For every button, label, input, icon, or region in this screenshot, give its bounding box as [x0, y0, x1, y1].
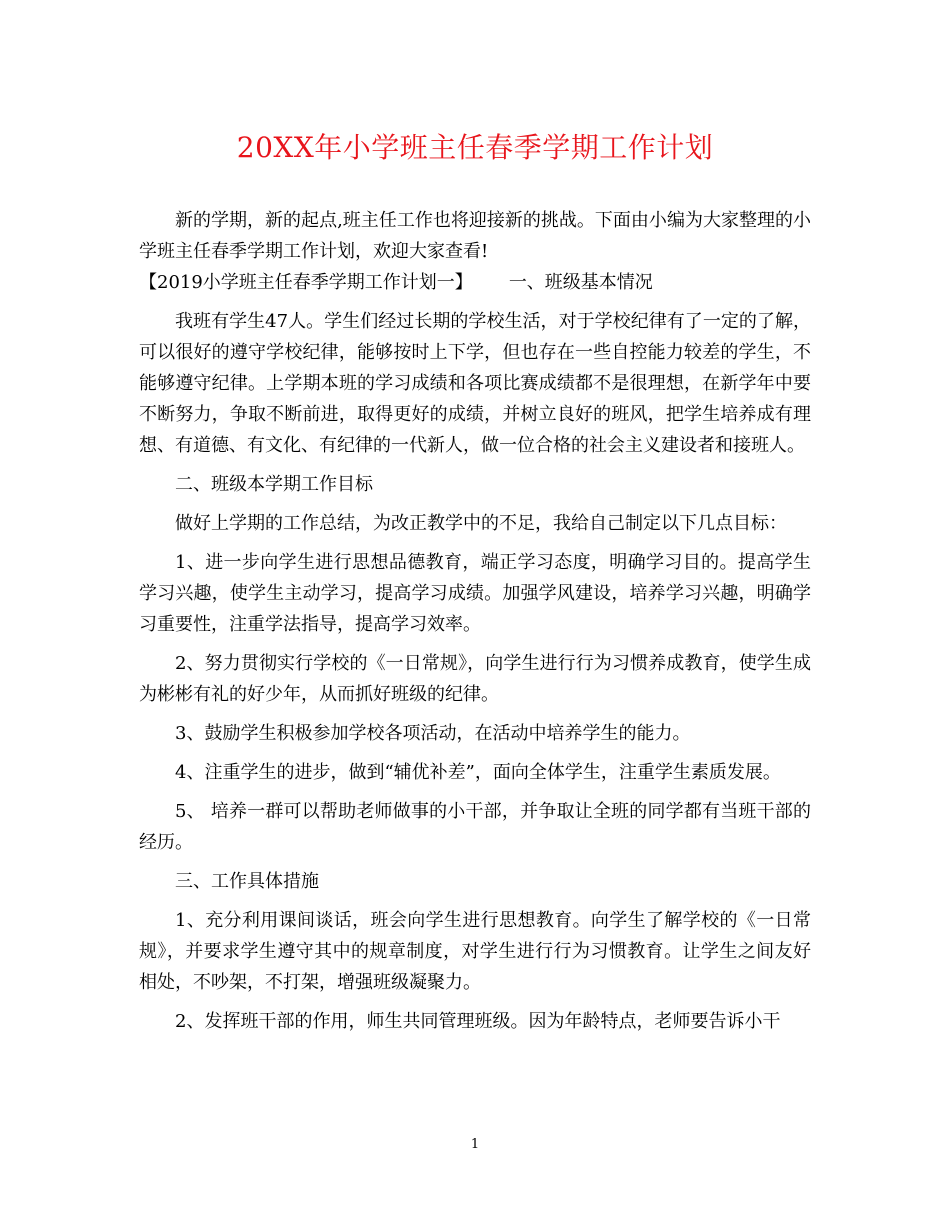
section1-paragraph: 我班有学生47人。学生们经过长期的学校生活，对于学校纪律有了一定的了解，可以很好的遵守学校纪律，能够按时上下学，但也存在一些自控能力较差的学生，不能够遵守纪律。上学期本班的学习成绩和各项比赛成绩都不是很理想，在新学年中要不断努力，争取不断前进，取得更好的成绩，并树立良好的班风，把学生培养成有理想、有道德、有文化、有纪律的一代新人，做一位合格的社会主义建设者和接班人。	[139, 311, 811, 456]
goal-item-2: 2、努力贯彻实行学校的《一日常规》，向学生进行行为习惯养成教育，使学生成为彬彬有礼的好少年，从而抓好班级的纪律。	[139, 653, 811, 705]
section1-heading: 一、班级基本情况	[508, 272, 653, 293]
measure-item-1: 1、充分利用课间谈话，班会向学生进行思想教育。向学生了解学校的《一日常规》，并要求学生遵守其中的规章制度，对学生进行行为习惯教育。让学生之间友好相处，不吵架，不打架，增强班级凝聚力。	[139, 910, 811, 993]
plan-heading-line	[139, 267, 811, 298]
plan-tag: 【2019小学班主任春季学期工作计划一】	[139, 272, 473, 293]
goal-item-1: 1、进一步向学生进行思想品德教育，端正学习态度，明确学习目的。提高学生学习兴趣，使学生主动学习，提高学习成绩。加强学风建设，培养学习兴趣，明确学习重要性，注重学法指导，提高学习效率。	[139, 552, 811, 635]
section2-heading: 二、班级本学期工作目标	[175, 474, 373, 495]
document-title: 20XX年小学班主任春季学期工作计划	[236, 131, 714, 164]
section2-intro: 做好上学期的工作总结，为改正教学中的不足，我给自己制定以下几点目标：	[175, 513, 787, 534]
section3-heading: 三、工作具体措施	[175, 871, 319, 892]
goal-item-4: 4、注重学生的进步，做到“辅优补差”，面向全体学生，注重学生素质发展。	[175, 762, 781, 783]
goal-item-3: 3、鼓励学生积极参加学校各项活动，在活动中培养学生的能力。	[175, 723, 691, 744]
intro-paragraph: 新的学期，新的起点,班主任工作也将迎接新的挑战。下面由小编为大家整理的小学班主任春季学期工作计划，欢迎大家查看!	[139, 210, 811, 262]
page-number: 1	[470, 1137, 480, 1152]
goal-item-5: 5、 培养一群可以帮助老师做事的小干部，并争取让全班的同学都有当班干部的经历。	[139, 801, 811, 853]
document-body	[139, 205, 811, 1045]
measure-item-2: 2、发挥班干部的作用，师生共同管理班级。因为年龄特点，老师要告诉小干	[175, 1011, 781, 1032]
